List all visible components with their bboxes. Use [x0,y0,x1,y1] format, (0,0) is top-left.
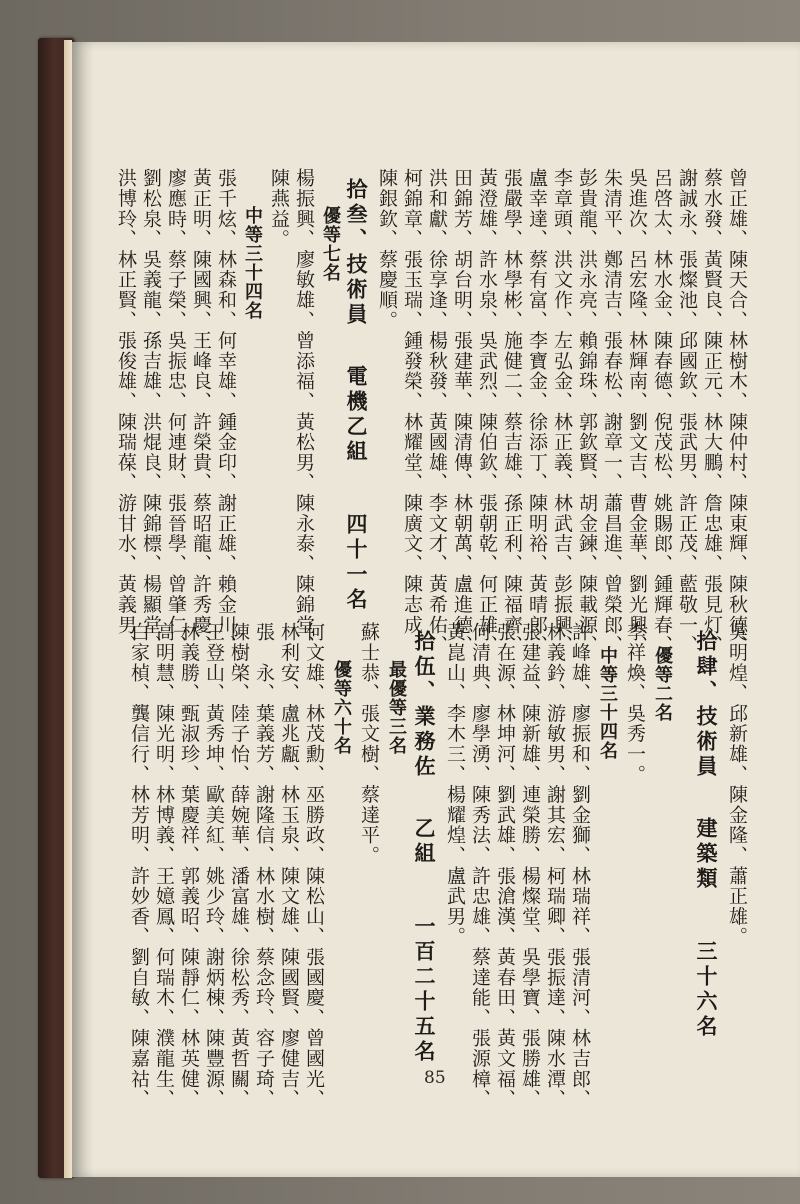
name-column: 白家楨、龔信行、林芳明、許妙香、劉自敏、陳嘉祜、 [128,622,150,1110]
heading-count: 四十一名 [344,512,369,613]
heading-count: 一百二十五名 [412,914,437,1065]
rank-label: 最優等三名 [386,660,407,755]
name-column: 高明慧、陳光明、林博義、王嬑鳳、何瑞木、濮龍生、 [153,622,175,1110]
name-column: 李祥煥、吳秀一。 [624,622,646,785]
name-column: 彭貴龍、洪永亮、賴錦珠、郭欽賢、胡金鍊、陳載源、 [576,168,598,656]
name-column: 王登山、黃秀坤、歐美紅、姚少玲、謝炳棟、陳豐源、 [203,622,225,1110]
name-column: 林利安、盧兆甗、林玉泉、陳文雄、陳國賢、廖健吉、 [278,622,300,1110]
section-heading [412,630,436,1065]
name-column: 黃崑山、李木三、楊耀煌、盧武男。 [444,622,466,947]
name-column: 林義鈐、游敏男、謝其宏、柯瑞卿、張振達、陳水潭、 [544,622,566,1110]
rank-label: 中等三十四名 [242,206,263,320]
page-number: 85 [424,1068,446,1088]
name-column: 謝誠永、張燦池、邱國欽、張武男、許正茂、藍敬一、 [676,168,698,656]
name-column: 盧幸達、蔡有富、李寶金、徐添丁、陳明裕、黃晴郎、 [526,168,548,656]
rank-label: 優等二名 [652,646,673,722]
heading-title: 拾肆、技術員 [694,630,719,780]
name-column: 柯錦章、張玉瑞、鍾發榮、林耀堂、陳廣文、陳志成、 [401,168,423,656]
heading-title: 拾伍、業務佐 [412,630,437,780]
name-column: 張建益、陳新雄、連榮勝、楊燦堂、吳學寶、張勝雄、 [519,622,541,1110]
name-column: 田錦芳、胡台明、張建華、陳清傳、林朝萬、盧進德、 [451,168,473,656]
name-column: 吳明煌、邱新雄、陳金隆、蕭正雄。 [726,622,748,947]
gutter-shadow [72,42,94,1177]
section-heading [344,178,368,613]
name-column: 廖應時、蔡子榮、吳振忠、何連財、張晉學、曾肇仁、 [165,168,187,656]
name-column: 呂啓太、林水金、陳春德、倪茂松、姚賜郎、鍾輝春、 [651,168,673,656]
name-column: 蔡水發、黃賢良、陳正元、林大鵬、詹忠雄、張見灯、 [701,168,723,656]
section-heading [694,630,718,1040]
name-column: 曾正雄、陳天合、林樹木、陳仲村、陳東輝、陳秋德、 [726,168,748,656]
heading-category: 建築類 [694,817,719,893]
name-column: 何清典、廖學湧、陳秀法、許忠雄、蔡達能、張源樟、 [469,622,491,1110]
name-column: 黃正明、陳國興、王峰良、許榮貴、蔡昭龍、許秀慶、 [190,168,212,656]
name-column: 張千炫、林森和、何幸雄、鍾金印、謝正雄、賴金川、 [215,168,237,656]
page-edge [64,40,72,1178]
name-column: 許峰雄、廖振和、劉金獅、林瑞祥、張清河、林吉郎、 [569,622,591,1110]
heading-category: 乙組 [412,817,437,868]
name-column: 楊振興、廖敏雄、曾添福、黃松男、陳永泰、陳錦堂、 [293,168,315,656]
name-column: 張在源、林坤河、劉武雄、張滄漢、黃春田、黃文福、 [494,622,516,1110]
name-column: 吳進次、呂宏隆、林輝南、劉文吉、曹金華、劉光興、 [626,168,648,656]
name-column: 陳燕益。 [268,168,290,250]
name-column: 陳樹棨、陸子怡、薛婉華、潘富雄、徐松秀、黃哲關、 [228,622,250,1110]
name-column: 李章頭、洪文作、左弘金、林正義、林武吉、彭振興、 [551,168,573,656]
heading-title: 拾叁、技術員 [344,178,369,328]
name-column: 洪博玲、林正賢、張俊雄、陳瑞葆、游甘水、黃義男、 [115,168,137,656]
rank-label: 優等六十名 [331,660,352,755]
name-column: 洪和獻、徐享逢、楊秋發、黃國雄、李文才、黃希佑、 [426,168,448,656]
name-column: 劉松泉、吳義龍、孫吉雄、洪焜良、陳錦標、楊顯堂、 [140,168,162,656]
heading-count: 三十六名 [694,939,719,1040]
rank-label: 中等三十四名 [597,646,618,760]
name-column: 朱清平、鄭清吉、張春松、謝章一、蕭昌進、曾榮郎、 [601,168,623,656]
name-column: 黃澄雄、許水泉、吳武烈、陳伯欽、張朝乾、何正雄、 [476,168,498,656]
name-column: 張嚴學、林學彬、施健二、蔡吉雄、孫正利、陳福齊、 [501,168,523,656]
name-column: 林義勝、甄淑珍、葉慶祥、郭義昭、陳靜仁、林英健、 [178,622,200,1110]
name-column: 陳銀欽、蔡慶順。 [376,168,398,331]
name-column: 蘇士恭、張文樹、蔡達平。 [358,622,380,866]
heading-category: 電機乙組 [344,365,369,466]
rank-label: 優等七名 [320,206,341,282]
name-column: 何文雄、林茂勳、巫勝政、陳松山、張國慶、曾國光、 [303,622,325,1110]
name-column: 張 永、葉義芳、謝隆信、林水樹、蔡念玲、容子琦、 [253,622,275,1110]
